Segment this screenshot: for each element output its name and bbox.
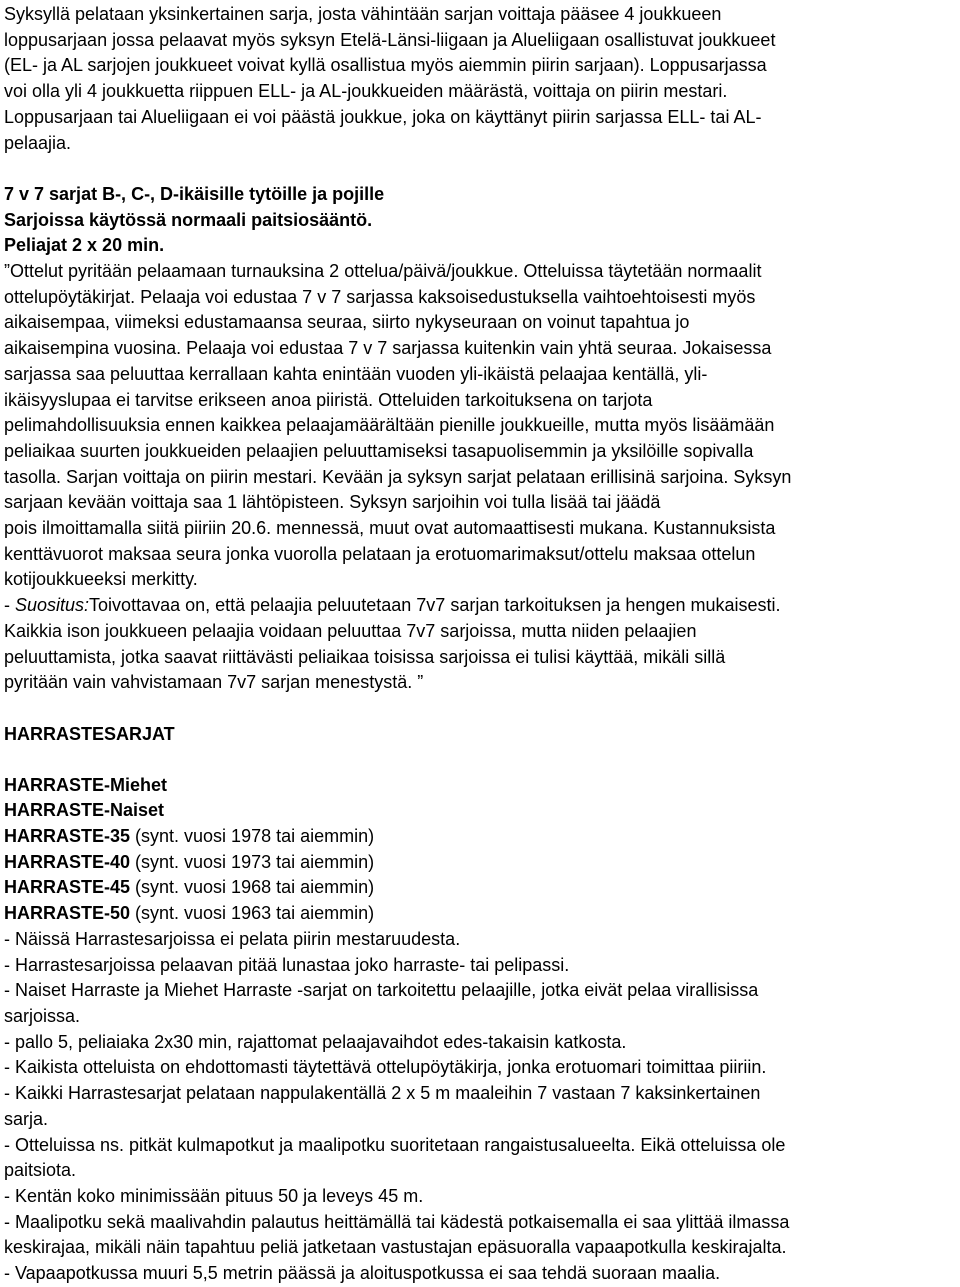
rule-line: - Maalipotku sekä maalivahdin palautus heittämällä tai kädestä potkaisemalla ei saa ylittää ilmassa [4,1211,790,1232]
section-heading: 7 v 7 sarjat B-, C-, D-ikäisille tytöille ja pojille [4,183,385,204]
harraste-section-title-block [4,722,952,748]
text-line: tasolla. Sarjan voittaja on piirin mestari. Kevään ja syksyn sarjat pelataan erillisinä sarjoina. Syksyn [4,466,792,487]
intro-paragraph [4,2,952,156]
dash-prefix: - [4,595,15,616]
rule-line: - Vapaapotkussa muuri 5,5 metrin päässä ja aloituspotkussa ei saa tehdä suoraan maalia. [4,1263,721,1284]
text-line: kotijoukkueeksi merkitty. [4,569,198,590]
rule-line: paitsiota. [4,1160,77,1181]
rule-line: - Kaikki Harrastesarjat pelataan nappulakentällä 2 x 5 m maaleihin 7 vastaan 7 kaksinkertainen [4,1083,761,1104]
text-line: pois ilmoittamalla siitä piiriin 20.6. mennessä, muut ovat automaattisesti mukana. Kustannuksista [4,518,776,539]
rule-line: - pallo 5, peliaiaka 2x30 min, rajattomat pelaajavaihdot edes-takaisin katkosta. [4,1031,627,1052]
text-line: kenttävuorot maksaa seura jonka vuorolla pelataan ja erotuomarimaksut/ottelu maksaa ottelun [4,543,756,564]
text-line: pelaajia. [4,132,72,153]
age-series-name: HARRASTE-35 [4,826,131,847]
text-line: voi olla yli 4 joukkuetta riippuen ELL- ja AL-joukkueiden määrästä, voittaja on piirin mestari. [4,81,728,102]
age-series-note: (synt. vuosi 1973 tai aiemmin) [130,851,375,872]
age-series-note: (synt. vuosi 1978 tai aiemmin) [130,826,375,847]
text-line: pelimahdollisuuksia ennen kaikkea pelaajamäärältään pienille joukkueille, mutta myös lisäämään [4,415,775,436]
text-line: sarjassa saa peluuttaa kerrallaan kahta enintään vuoden yli-ikäistä pelaajaa kentällä, yli- [4,363,708,384]
rule-line: sarjoissa. [4,1006,81,1026]
text-line: loppusarjaan jossa pelaavat myös syksyn Etelä-Länsi-liigaan ja Alueliigaan osallistuvat joukkueet [4,29,776,50]
rule-line: - Harrastesarjoissa pelaavan pitää lunastaa joko harraste- tai pelipassi. [4,954,570,975]
text-line: pyritään vain vahvistamaan 7v7 sarjan menestystä. ” [4,672,424,693]
rule-line: - Kaikista otteluista on ehdottomasti täytettävä ottelupöytäkirja, jonka erotuomari toimittaa piiriin. [4,1057,767,1078]
section-7v7 [4,182,952,696]
text-line: Kaikkia ison joukkueen pelaajia voidaan peluuttaa 7v7 sarjoissa, mutta niiden pelaajien [4,620,697,641]
age-series-name: HARRASTE-45 [4,877,131,898]
text-line: ikäisyyslupaa ei tarvitse erikseen anoa piiristä. Otteluiden tarkoituksena on tarjota [4,389,653,410]
recommendation-line [4,593,952,619]
rule-line: - Kentän koko minimissään pituus 50 ja leveys 45 m. [4,1185,424,1206]
rule-game-time: Peliajat 2 x 20 min. [4,235,165,256]
spacer [4,696,952,722]
age-series-item [4,901,952,927]
spacer [4,156,952,182]
text-line: (EL- ja AL sarjojen joukkueet voivat kyllä osallistua myös aiemmin piirin sarjaan). Loppusarjassa [4,55,767,76]
series-women: HARRASTE-Naiset [4,800,165,821]
text-line: peliaikaa suurten joukkueiden pelaajien peluuttamiseksi tasapuolisemmin ja yksilöille sopivalla [4,440,754,461]
age-series-name: HARRASTE-40 [4,851,131,872]
text-line: peluuttamista, jotka saavat riittävästi peliaikaa toisissa sarjoissa ei tulisi käyttää, mikäli sillä [4,646,726,667]
age-series-note: (synt. vuosi 1963 tai aiemmin) [130,903,375,924]
rule-line: - Näissä Harrastesarjoissa ei pelata piirin mestaruudesta. [4,928,461,949]
text-line: aikaisempaa, viimeksi edustamaansa seuraa, siirto nykyseuraan on voinut tapahtua jo [4,312,690,333]
rule-line: - Naiset Harraste ja Miehet Harraste -sarjat on tarkoitettu pelaajille, jotka eivät pelaa virallisissa [4,980,759,1001]
harraste-section-title: HARRASTESARJAT [4,723,175,744]
rule-offside: Sarjoissa käytössä normaali paitsiosääntö. [4,209,373,230]
age-series-item [4,850,952,876]
age-series-item [4,875,952,901]
age-series-note: (synt. vuosi 1968 tai aiemmin) [130,877,375,898]
harraste-series-list [4,773,952,1287]
age-series-name: HARRASTE-50 [4,903,131,924]
spacer [4,748,952,773]
recommendation-text: Toivottavaa on, että pelaajia peluutetaan 7v7 sarjan tarkoituksen ja hengen mukaisesti. [89,595,781,616]
text-line: ”Ottelut pyritään pelaamaan turnauksina 2 ottelua/päivä/joukkue. Otteluissa täytetään normaalit [4,261,762,282]
text-line: aikaisempina vuosina. Pelaaja voi edustaa 7 v 7 sarjassa kuitenkin vain yhtä seuraa. Jokaisessa [4,338,772,359]
recommendation-label: Suositus: [15,595,90,616]
text-line: Loppusarjaan tai Alueliigaan ei voi päästä joukkue, joka on käyttänyt piirin sarjassa ELL- tai AL- [4,106,762,127]
text-line: sarjaan kevään voittaja saa 1 lähtöpisteen. Syksyn sarjoihin voi tulla lisää tai jäädä [4,492,661,513]
age-series-item [4,824,952,850]
text-line: Syksyllä pelataan yksinkertainen sarja, josta vähintään sarjan voittaja pääsee 4 joukkueen [4,4,722,24]
rule-line: keskirajaa, mikäli näin tapahtuu peliä jatketaan vastustajan epäsuoralla vapaapotkulla keskirajalta. [4,1237,787,1258]
rule-line: sarja. [4,1108,49,1129]
document-page [4,2,952,1287]
series-men: HARRASTE-Miehet [4,774,168,795]
text-line: ottelupöytäkirjat. Pelaaja voi edustaa 7 v 7 sarjassa kaksoisedustuksella vaihtoehtoisesti myös [4,286,756,307]
rule-line: - Otteluissa ns. pitkät kulmapotkut ja maalipotku suoritetaan rangaistusalueelta. Eikä otteluissa ole [4,1134,786,1155]
